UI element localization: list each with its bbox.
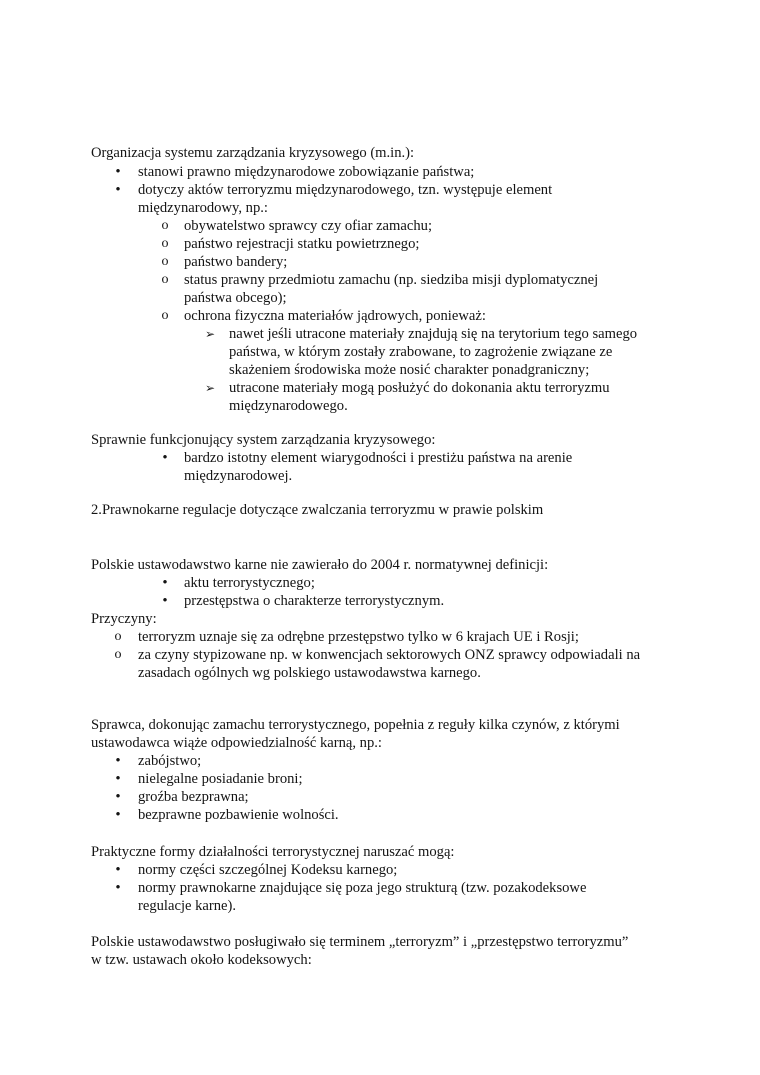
sublist-item-continuation: państwa obcego);: [184, 290, 287, 306]
circle-marker: o: [161, 272, 169, 287]
circle-marker: o: [114, 629, 122, 644]
bullet-marker: •: [115, 182, 121, 198]
arrow-item: utracone materiały mogą posłużyć do dokonania aktu terroryzmu: [229, 380, 610, 396]
sublist-item: terroryzm uznaje się za odrębne przestępstwo tylko w 6 krajach UE i Rosji;: [138, 629, 579, 645]
list-item-continuation: regulacje karne).: [138, 898, 237, 914]
list-item: dotyczy aktów terroryzmu międzynarodowego, tzn. występuje element: [138, 182, 553, 198]
list-item: zabójstwo;: [138, 753, 202, 769]
paragraph-line: Sprawca, dokonując zamachu terrorystycznego, popełnia z reguły kilka czynów, z którymi: [91, 717, 620, 733]
list-item-continuation: międzynarodowy, np.:: [138, 200, 268, 216]
bullet-marker: •: [115, 771, 121, 787]
sublist-item: obywatelstwo sprawcy czy ofiar zamachu;: [184, 218, 432, 234]
bullet-marker: •: [115, 880, 121, 896]
bullet-marker: •: [115, 807, 121, 823]
circle-marker: o: [161, 218, 169, 233]
section-title: Praktyczne formy działalności terrorystycznej naruszać mogą:: [91, 844, 455, 860]
sublist-item: status prawny przedmiotu zamachu (np. siedziba misji dyplomatycznej: [184, 272, 599, 288]
bullet-marker: •: [115, 862, 121, 878]
sublist-item-continuation: zasadach ogólnych wg polskiego ustawodawstwa karnego.: [138, 665, 481, 681]
bullet-marker: •: [162, 575, 168, 591]
paragraph-line: Polskie ustawodawstwo posługiwało się terminem „terroryzm” i „przestępstwo terroryzmu”: [91, 934, 629, 950]
paragraph-line: w tzw. ustawach około kodeksowych:: [91, 952, 312, 968]
section-subtitle: Przyczyny:: [91, 611, 157, 627]
section-title: Sprawnie funkcjonujący system zarządzania kryzysowego:: [91, 432, 436, 448]
sublist-item: ochrona fizyczna materiałów jądrowych, ponieważ:: [184, 308, 486, 324]
circle-marker: o: [161, 236, 169, 251]
bullet-marker: •: [115, 789, 121, 805]
list-item: stanowi prawno międzynarodowe zobowiązanie państwa;: [138, 164, 475, 180]
arrow-marker: ➢: [204, 327, 216, 341]
sublist-item: państwo bandery;: [184, 254, 288, 270]
circle-marker: o: [161, 308, 169, 323]
arrow-marker: ➢: [204, 381, 216, 395]
sublist-item: państwo rejestracji statku powietrznego;: [184, 236, 420, 252]
arrow-item: nawet jeśli utracone materiały znajdują się na terytorium tego samego: [229, 326, 638, 342]
arrow-item-continuation: państwa, w którym zostały zrabowane, to zagrożenie związane ze: [229, 344, 613, 360]
list-item: nielegalne posiadanie broni;: [138, 771, 303, 787]
section-title: Polskie ustawodawstwo karne nie zawierało do 2004 r. normatywnej definicji:: [91, 557, 549, 573]
list-item: przestępstwa o charakterze terrorystycznym.: [184, 593, 445, 609]
circle-marker: o: [114, 647, 122, 662]
bullet-marker: •: [115, 753, 121, 769]
list-item: aktu terrorystycznego;: [184, 575, 315, 591]
paragraph-line: ustawodawca wiąże odpowiedzialność karną, np.:: [91, 735, 382, 751]
list-item: bezprawne pozbawienie wolności.: [138, 807, 339, 823]
list-item-continuation: międzynarodowej.: [184, 468, 293, 484]
sublist-item: za czyny stypizowane np. w konwencjach sektorowych ONZ sprawcy odpowiadali na: [138, 647, 641, 663]
arrow-item-continuation: skażeniem środowiska może nosić charakter ponadgraniczny;: [229, 362, 590, 378]
list-item: normy części szczególnej Kodeksu karnego;: [138, 862, 398, 878]
list-item: normy prawnokarne znajdujące się poza jego strukturą (tzw. pozakodeksowe: [138, 880, 587, 896]
chapter-heading: 2.Prawnokarne regulacje dotyczące zwalczania terroryzmu w prawie polskim: [91, 502, 544, 518]
section-title: Organizacja systemu zarządzania kryzysowego (m.in.):: [91, 145, 415, 161]
circle-marker: o: [161, 254, 169, 269]
list-item: groźba bezprawna;: [138, 789, 249, 805]
arrow-item-continuation: międzynarodowego.: [229, 398, 348, 414]
bullet-marker: •: [162, 450, 168, 466]
bullet-marker: •: [115, 164, 121, 180]
bullet-marker: •: [162, 593, 168, 609]
list-item: bardzo istotny element wiarygodności i prestiżu państwa na arenie: [184, 450, 573, 466]
